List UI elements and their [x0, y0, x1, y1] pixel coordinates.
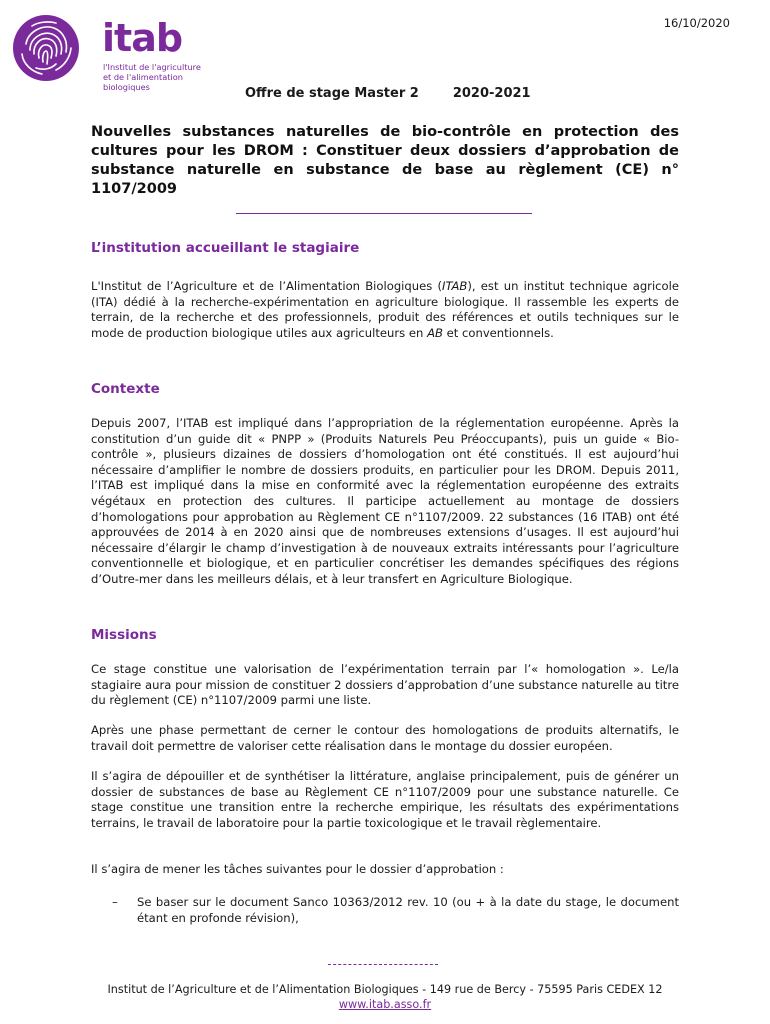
offer-label: Offre de stage Master 2 — [245, 86, 419, 101]
logo-subtitle — [103, 62, 232, 92]
heading-institution: L’institution accueillant le stagiaire — [91, 240, 360, 256]
bullet-dash: – — [112, 895, 118, 909]
fingerprint-logo-icon — [12, 14, 80, 82]
paragraph-contexte: Depuis 2007, l’ITAB est impliqué dans l’appropriation de la réglementation européenne. Après la constitution d’un guide dit « PNPP » (Produits Naturels Peu Préoccupants), puis un guide « Bio-contrôle », plusieurs dizaines de dossiers d’homologation ont été constitués. Il est aujourd’hui nécessaire d’amplifier le nombre de dossiers produits, en particulier pour les DROM. Depuis 2011, l’ITAB est impliqué dans la mise en conformité avec la réglementation européenne des extraits végétaux en protection des cultures. Il participe actuellement au montage de dossiers d’homologations pour approbation au Règlement CE n°1107/2009. 22 substances (16 ITAB) ont été approuvées de 2014 à en 2020 ainsi que de nombreuses extensions d’usages. Il est aujourd’hui nécessaire d’élargir le champ d’investigation à de nouveaux extraits intéressants pour l’agriculture conventionnelle et biologique, et en particulier concrétiser les demandes spécifiques des régions d’Outre-mer dans les meilleurs délais, et à leur transfert en Agriculture Biologique. — [91, 416, 679, 586]
footer-website-link[interactable]: www.itab.asso.fr — [338, 998, 432, 1011]
footer-divider — [328, 964, 438, 965]
logo-wordmark: itab — [102, 16, 183, 60]
heading-contexte: Contexte — [91, 381, 160, 397]
document-title: Nouvelles substances naturelles de bio-contrôle en protection des cultures pour les DROM : Constituer deux dossiers d’approbation de substance naturelle en substance de base au règlement (CE) n° 1107/2009 — [91, 124, 679, 197]
offer-line — [245, 86, 531, 101]
footer-address: Institut de l’Agriculture et de l’Alimentation Biologiques - 149 rue de Bercy - 75595 Paris CEDEX 12 — [107, 983, 663, 996]
bullet-text: Se baser sur le document Sanco 10363/2012 rev. 10 (ou + à la date du stage, le document étant en profonde révision), — [137, 895, 679, 925]
paragraph-missions-3: Il s’agira de dépouiller et de synthétiser la littérature, anglaise principalement, puis de générer un dossier de substances de base au Règlement CE n°1107/2009 pour une substance naturelle. Ce stage constitue une transition entre la recherche empirique, les résultats des expérimentations terrains, le travail de laboratoire pour la partie toxicologique et le travail règlementaire. — [91, 769, 679, 830]
paragraph-missions-4: Il s’agira de mener les tâches suivantes pour le dossier d’approbation : — [91, 862, 504, 876]
offer-year: 2020-2021 — [452, 86, 531, 101]
paragraph-missions-2: Après une phase permettant de cerner le contour des homologations de produits alternatifs, le travail doit permettre de valoriser cette réalisation dans le montage du dossier européen. — [91, 723, 679, 753]
document-date: 16/10/2020 — [663, 16, 730, 30]
paragraph-missions-1: Ce stage constitue une valorisation de l’expérimentation terrain par l’« homologation ». Le/la stagiaire aura pour mission de constituer 2 dossiers d’approbation d’une substance naturelle au titre du règlement (CE) n°1107/2009 parmi une liste. — [91, 662, 679, 708]
heading-missions: Missions — [91, 627, 157, 643]
logo-subtitle-line-1: l'Institut de l'agriculture — [103, 62, 201, 72]
institution-text-c: et conventionnels. — [442, 325, 554, 340]
institution-itab: ITAB — [442, 279, 468, 293]
institution-text-b: ), est un institut technique agricole (ITA) dédié à la recherche-expérimentation en agriculture biologique. Il rassemble les experts de terrain, de la recherche et des professionnels, produit des références et outils techniques sur le mode de production biologique utiles aux agriculteurs en — [91, 279, 679, 340]
institution-text-a: L'Institut de l’Agriculture et de l’Alimentation Biologiques ( — [91, 279, 443, 293]
paragraph-institution — [91, 279, 679, 341]
itab-logo — [12, 14, 232, 92]
institution-ab: AB — [427, 325, 443, 340]
list-item — [112, 895, 679, 926]
title-underline-divider — [236, 213, 532, 214]
page-footer — [0, 982, 770, 1012]
logo-subtitle-line-2: et de l'alimentation biologiques — [103, 72, 183, 92]
